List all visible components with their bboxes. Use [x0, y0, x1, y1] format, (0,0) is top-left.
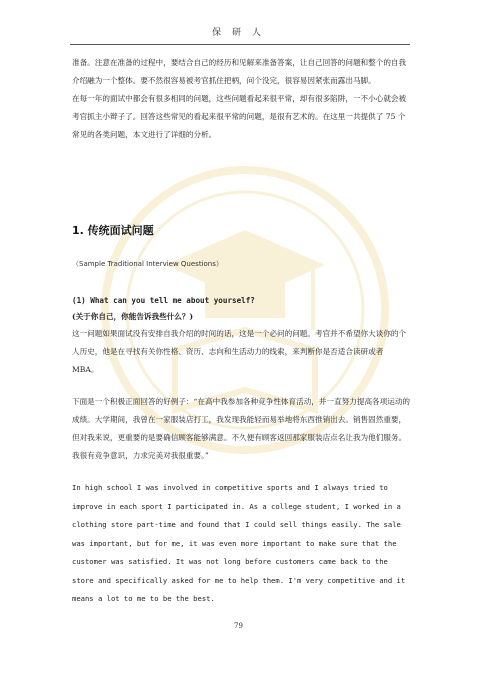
- section-subheading: [72, 259, 412, 269]
- intro-section: [72, 54, 412, 144]
- question-1-english-answer: In high school I was involved in competitive sports and I always tried to improve in each sport I participated in. As a college student, I worked in a clothing store part-time and found that I could sell things easily. The sale was important, but for me, it was even more important to make sure that the customer was satisfied. It was not long before customers came back to the store and specifically asked for me to help them. I'm very competitive and it means a lot to me to be the best.: [72, 483, 406, 603]
- question-1-zh: (关于你自己，你能告诉我些什么？): [72, 312, 194, 321]
- intro-paragraph-1: 准备。注意在准备的过程中，要结合自己的经历和见解来准备答案，让自己回答的问题和整个的自我介绍融为一个整体。要不然很容易被考官抓住把柄，问个没完，很容易因紧张而露出马脚。: [72, 58, 407, 85]
- question-1-paragraph-2: 下面是一个积极正面回答的好例子：“在高中我参加各种竞争性体育活动，并一直努力提高各项运动的成绩。大学期间，我曾在一家服装店打工，我发现我能轻而易举地将东西推销出去。销售固然重要，但对我来说，更重要的是要确信顾客能够满意。不久便有顾客返回那家服装店点名让我为他们服务。我很有竞争意识，力求完美对我很重要。”: [72, 397, 411, 460]
- question-1-paragraph-1: 这一问题如果面试没有安排自我介绍的时间的话，这是一个必问的问题。考官并不希望你大谈你的个人历史，他是在寻找有关你性格、资历、志向和生活动力的线索，来判断你是否适合读研或者 MBA。: [72, 329, 407, 374]
- question-1-en: (1) What can you tell me about yourself?: [72, 296, 255, 305]
- section-title: 1. 传统面试问题: [72, 224, 154, 237]
- page-header: 保 研 人: [212, 28, 265, 38]
- question-1: [72, 296, 412, 609]
- header-rule: [70, 44, 410, 45]
- page-number: 79: [234, 622, 243, 630]
- intro-paragraph-2: 在每一年的面试中都会有很多相同的问题，这些问题看起来很平常，却有很多陷阱，一不小心就会被考官抓主小辫子了。回答这些常见的看起来很平常的问题，是很有艺术的。在这里一共提供了 75 个常见的各类问题，本文进行了详细的分析。: [72, 94, 407, 139]
- section-subtitle: （Sample Traditional Interview Questions）: [72, 260, 223, 268]
- section-heading: [72, 222, 412, 238]
